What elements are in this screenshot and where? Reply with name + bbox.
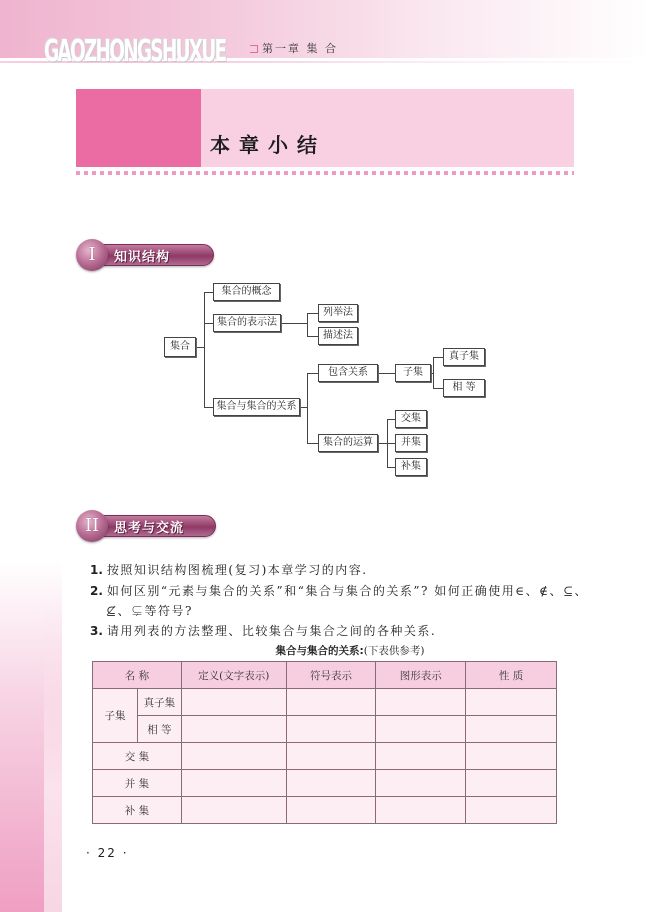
question-number: 3. [90, 624, 103, 638]
brand-wordmark: GAOZHONGSHUXUE [44, 34, 226, 69]
chapter-title: 第一章 集 合 [262, 42, 338, 55]
table-caption [0, 643, 650, 658]
question-2 [90, 582, 588, 599]
node-equal: 相 等 [443, 379, 485, 397]
caption-title: 集合与集合的关系: [275, 645, 364, 657]
header-definition: 定义(文字表示) [181, 662, 286, 689]
cell [466, 716, 557, 743]
roman-numeral-icon: II [76, 510, 108, 542]
cell [181, 797, 286, 824]
node-set: 集合 [164, 337, 196, 357]
cell [376, 716, 466, 743]
question-text: 按照知识结构图梳理(复习)本章学习的内容. [106, 563, 368, 577]
cell [181, 689, 286, 716]
cell [466, 743, 557, 770]
header-diagram: 图形表示 [376, 662, 466, 689]
section-title: 思考与交流 [114, 521, 185, 536]
cell [376, 770, 466, 797]
section-title: 知识结构 [114, 250, 171, 265]
node-description-method: 描述法 [318, 327, 358, 345]
row-label-union: 并 集 [93, 770, 182, 797]
node-listing-method: 列举法 [318, 304, 358, 322]
cell [181, 716, 286, 743]
node-inclusion: 包含关系 [318, 364, 378, 382]
node-subset: 子集 [395, 364, 431, 382]
row-label-intersection: 交 集 [93, 743, 182, 770]
node-set-representation: 集合的表示法 [213, 314, 281, 332]
row-label-complement: 补 集 [93, 797, 182, 824]
header-symbol: 符号表示 [286, 662, 376, 689]
page-number: · 22 · [86, 846, 129, 860]
question-number: 2. [90, 584, 103, 598]
question-number: 1. [90, 563, 103, 577]
section-badge-think-and-discuss [76, 510, 216, 540]
cell [376, 689, 466, 716]
node-intersection: 交集 [395, 410, 427, 428]
node-proper-subset: 真子集 [443, 348, 485, 366]
node-union: 并集 [395, 434, 427, 452]
cell [181, 743, 286, 770]
row-label-subset: 子集 [93, 689, 138, 743]
cell [376, 743, 466, 770]
cell [466, 689, 557, 716]
cell [466, 797, 557, 824]
node-set-relations: 集合与集合的关系 [213, 398, 300, 416]
node-set-operations: 集合的运算 [318, 434, 378, 452]
question-text: 请用列表的方法整理、比较集合与集合之间的各种关系. [106, 624, 437, 638]
node-complement: 补集 [395, 458, 427, 476]
table-row [93, 797, 557, 824]
cell [286, 689, 376, 716]
table-row [93, 689, 557, 716]
table-header-row [93, 662, 557, 689]
caption-note: (下表供参考) [363, 645, 425, 657]
header-property: 性 质 [466, 662, 557, 689]
table-row [93, 770, 557, 797]
page-title: 本章小结 [210, 133, 326, 157]
table-row [93, 743, 557, 770]
cell [286, 716, 376, 743]
cell [466, 770, 557, 797]
row-label-proper-subset: 真子集 [137, 689, 181, 716]
question-1 [90, 561, 368, 578]
question-text: 如何区别“元素与集合的关系”和“集合与集合的关系”? 如何正确使用∈、∉、⊆、 [106, 584, 589, 598]
cell [286, 770, 376, 797]
roman-numeral-icon: I [76, 239, 108, 271]
header-name: 名 称 [93, 662, 182, 689]
row-label-equal: 相 等 [137, 716, 181, 743]
table-row [93, 716, 557, 743]
question-3 [90, 622, 436, 639]
cell [376, 797, 466, 824]
set-relations-table [92, 661, 557, 824]
cell [181, 770, 286, 797]
question-2-continued: ⊈、⊊等符号? [106, 604, 193, 618]
node-set-concept: 集合的概念 [213, 283, 280, 301]
cell [286, 797, 376, 824]
cell [286, 743, 376, 770]
